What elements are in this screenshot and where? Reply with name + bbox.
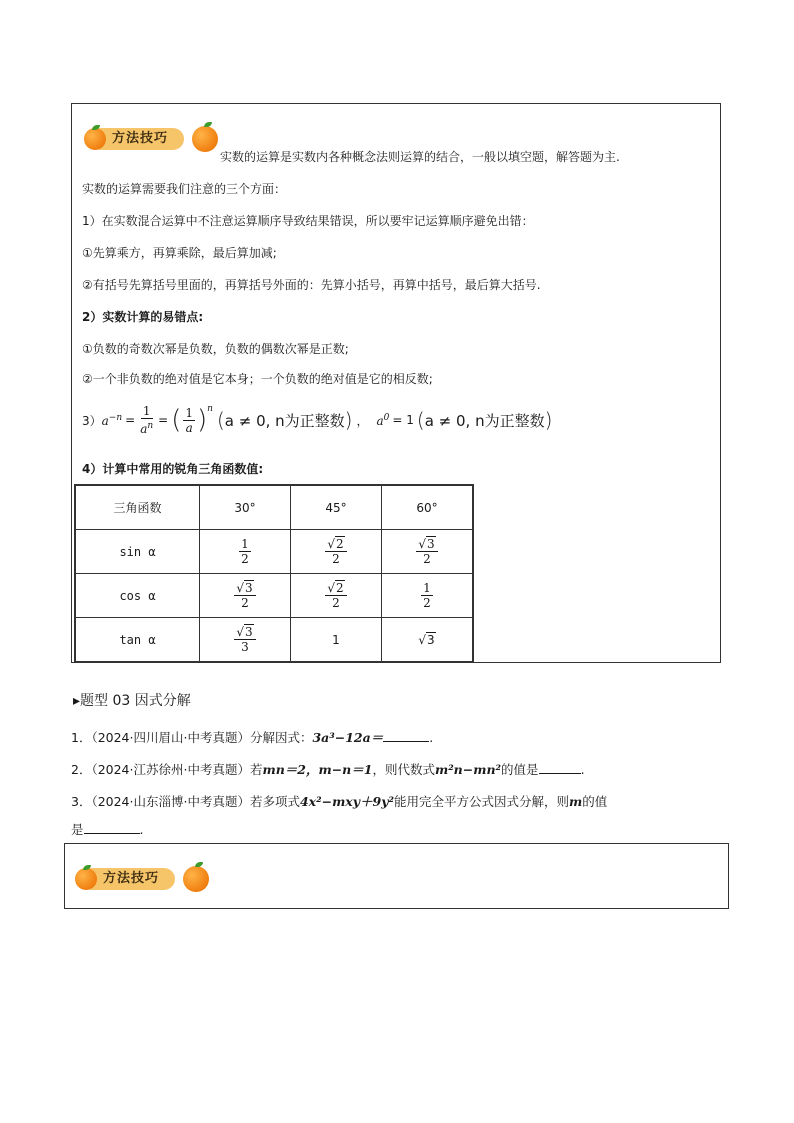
table-cell: $\frac{1}{2}$ bbox=[382, 574, 474, 618]
text-line: ②一个非负数的绝对值是它本身；一个负数的绝对值是它的相反数; bbox=[82, 372, 433, 386]
text-line: 实数的运算需要我们注意的三个方面： bbox=[82, 182, 287, 196]
method-badge-label: 方法技巧 bbox=[90, 128, 184, 150]
table-cell: √3 bbox=[382, 618, 474, 663]
table-cell: $\frac{√3}{2}$ bbox=[382, 530, 474, 574]
orange-icon bbox=[75, 868, 97, 890]
method-badge bbox=[84, 128, 184, 150]
table-header-row bbox=[75, 485, 473, 530]
section-title: ▸题型 03 因式分解 bbox=[73, 693, 191, 709]
orange-icon bbox=[183, 866, 209, 892]
method-box-2 bbox=[64, 843, 729, 909]
method-box-1 bbox=[71, 103, 721, 663]
text-line-bold: 2）实数计算的易错点: bbox=[82, 310, 204, 324]
question-2: 2．（2024·江苏徐州·中考真题）若mn＝2，m−n＝1，则代数式m²n−mn²的值是 . bbox=[71, 762, 585, 777]
func-name: sin α bbox=[75, 530, 200, 574]
text-line: ②有括号先算括号里面的，再算括号外面的：先算小括号，再算中括号，最后算大括号. bbox=[82, 278, 541, 292]
table-header: 30° bbox=[200, 485, 291, 530]
method-badge-label: 方法技巧 bbox=[81, 868, 175, 890]
table-header: 三角函数 bbox=[75, 485, 200, 530]
table-cell: $\frac{√3}{2}$ bbox=[200, 574, 291, 618]
method-badge bbox=[75, 868, 175, 890]
orange-icon bbox=[84, 128, 106, 150]
table-row bbox=[75, 530, 473, 574]
table-row bbox=[75, 574, 473, 618]
table-cell: $\frac{√2}{2}$ bbox=[291, 530, 382, 574]
table-row bbox=[75, 618, 473, 663]
question-3-line-2: 是 . bbox=[71, 822, 144, 837]
text-line: ①负数的奇数次幂是负数，负数的偶数次幂是正数; bbox=[82, 342, 349, 356]
answer-blank[interactable] bbox=[383, 729, 429, 742]
leaf-icon bbox=[204, 122, 212, 127]
orange-icon bbox=[192, 126, 218, 152]
table-header: 45° bbox=[291, 485, 382, 530]
table-cell: $\frac{√2}{2}$ bbox=[291, 574, 382, 618]
question-3: 3．（2024·山东淄博·中考真题）若多项式4x²−mxy＋9y²能用完全平方公式因式分解，则m的值 bbox=[71, 794, 608, 809]
table-cell: $\frac{√3}{3}$ bbox=[200, 618, 291, 663]
leaf-icon bbox=[195, 862, 203, 867]
table-header: 60° bbox=[382, 485, 474, 530]
text-line: 1）在实数混合运算中不注意运算顺序导致结果错误，所以要牢记运算顺序避免出错： bbox=[82, 214, 534, 228]
func-name: cos α bbox=[75, 574, 200, 618]
text-line-bold: 4）计算中常用的锐角三角函数值: bbox=[82, 462, 264, 476]
table-cell: 1 bbox=[291, 618, 382, 663]
intro-text: 实数的运算是实数内各种概念法则运算的结合，一般以填空题，解答题为主. bbox=[220, 150, 620, 164]
answer-blank[interactable] bbox=[84, 821, 140, 834]
answer-blank[interactable] bbox=[539, 761, 581, 774]
text-line: ①先算乘方，再算乘除，最后算加减; bbox=[82, 246, 277, 260]
trig-table bbox=[74, 484, 474, 663]
question-1: 1．（2024·四川眉山·中考真题）分解因式：3a³−12a＝ . bbox=[71, 730, 434, 745]
exponent-formula: 3） $a^{-n}$ = $\frac{1}{a^n}$ = ( $\frac{1}{a}$ ) $^n$ ( a ≠ 0, n为正整数 ) ， $a^0$ = 1 ( a ≠ 0, n为正整数 ) bbox=[82, 404, 553, 436]
func-name: tan α bbox=[75, 618, 200, 663]
table-cell: $\frac{1}{2}$ bbox=[200, 530, 291, 574]
